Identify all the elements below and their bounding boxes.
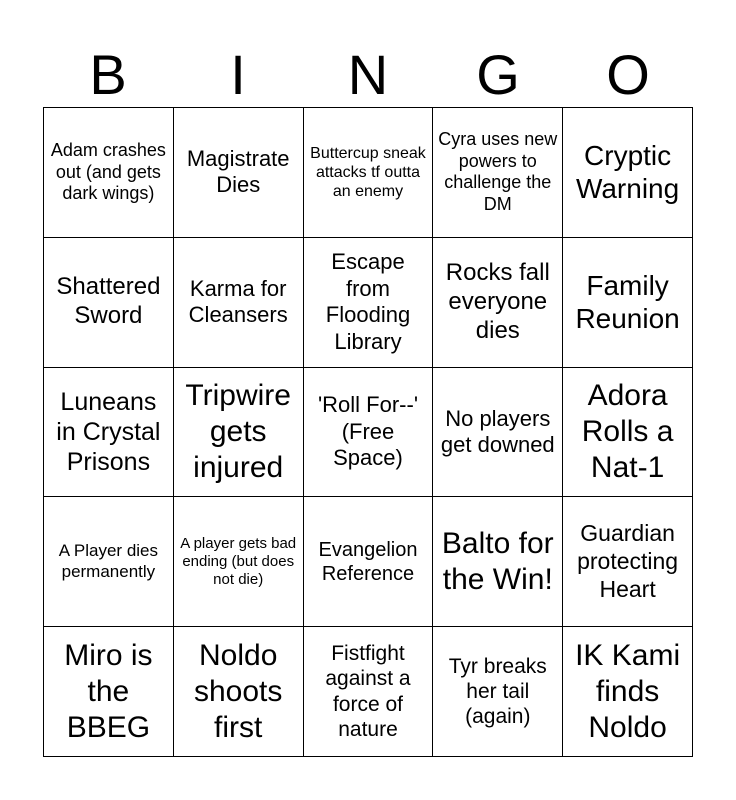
- bingo-cell[interactable]: [304, 627, 434, 757]
- bingo-cell[interactable]: [44, 368, 174, 498]
- bingo-cell[interactable]: [563, 238, 693, 368]
- cell-text: Guardian protecting Heart: [577, 520, 679, 602]
- bingo-cell[interactable]: [433, 627, 563, 757]
- bingo-cell[interactable]: [174, 108, 304, 238]
- bingo-cell[interactable]: [44, 627, 174, 757]
- cell-text: Tripwire gets injured: [185, 378, 291, 484]
- cell-text: Karma for Cleansers: [188, 275, 288, 328]
- header-letter-g: G: [476, 43, 520, 106]
- cell-text: Noldo shoots first: [194, 638, 283, 744]
- cell-text: Buttercup sneak attacks tf outta an enemy: [310, 144, 426, 200]
- cell-text: Escape from Flooding Library: [325, 249, 411, 354]
- bingo-cell[interactable]: [563, 108, 693, 238]
- bingo-cell[interactable]: [433, 368, 563, 498]
- bingo-cell[interactable]: [174, 368, 304, 498]
- bingo-cell[interactable]: [44, 108, 174, 238]
- cell-text: Evangelion Reference: [318, 538, 418, 585]
- cell-text: 'Roll For--' (Free Space): [317, 392, 419, 471]
- cell-text: Magistrate Dies: [186, 146, 290, 198]
- cell-text: A Player dies permanently: [58, 541, 159, 581]
- bingo-cell[interactable]: [44, 497, 174, 627]
- bingo-cell[interactable]: [563, 497, 693, 627]
- cell-text: A player gets bad ending (but does not die): [180, 534, 297, 588]
- cell-text: Adora Rolls a Nat-1: [581, 378, 674, 484]
- header-letter-o: O: [606, 43, 650, 106]
- cell-text: Adam crashes out (and gets dark wings): [50, 140, 166, 204]
- bingo-cell[interactable]: [433, 238, 563, 368]
- bingo-cell[interactable]: [304, 497, 434, 627]
- free-space-cell[interactable]: [304, 368, 434, 498]
- header-letter-i: I: [230, 43, 246, 106]
- bingo-header: [43, 44, 693, 106]
- cell-text: Cyra uses new powers to challenge the DM: [438, 129, 558, 214]
- cell-text: Shattered Sword: [56, 273, 161, 330]
- cell-text: Balto for the Win!: [441, 526, 554, 596]
- cell-text: No players get downed: [440, 405, 555, 457]
- cell-text: Miro is the BBEG: [64, 638, 153, 744]
- bingo-cell[interactable]: [44, 238, 174, 368]
- header-letter-n: N: [347, 43, 389, 106]
- cell-text: IK Kami finds Noldo: [575, 638, 681, 744]
- cell-text: Luneans in Crystal Prisons: [56, 387, 161, 476]
- cell-text: Rocks fall everyone dies: [445, 259, 550, 344]
- bingo-cell[interactable]: [563, 627, 693, 757]
- bingo-cell[interactable]: [174, 627, 304, 757]
- bingo-cell[interactable]: [563, 368, 693, 498]
- cell-text: Fistfight against a force of nature: [325, 642, 411, 741]
- bingo-cell[interactable]: [304, 108, 434, 238]
- bingo-cell[interactable]: [433, 108, 563, 238]
- cell-text: Tyr breaks her tail (again): [448, 654, 547, 729]
- bingo-cell[interactable]: [304, 238, 434, 368]
- cell-text: Family Reunion: [575, 269, 680, 335]
- cell-text: Cryptic Warning: [575, 139, 680, 205]
- header-letter-b: B: [89, 43, 127, 106]
- bingo-cell[interactable]: [433, 497, 563, 627]
- bingo-cell[interactable]: [174, 238, 304, 368]
- bingo-board: [43, 107, 693, 757]
- bingo-cell[interactable]: [174, 497, 304, 627]
